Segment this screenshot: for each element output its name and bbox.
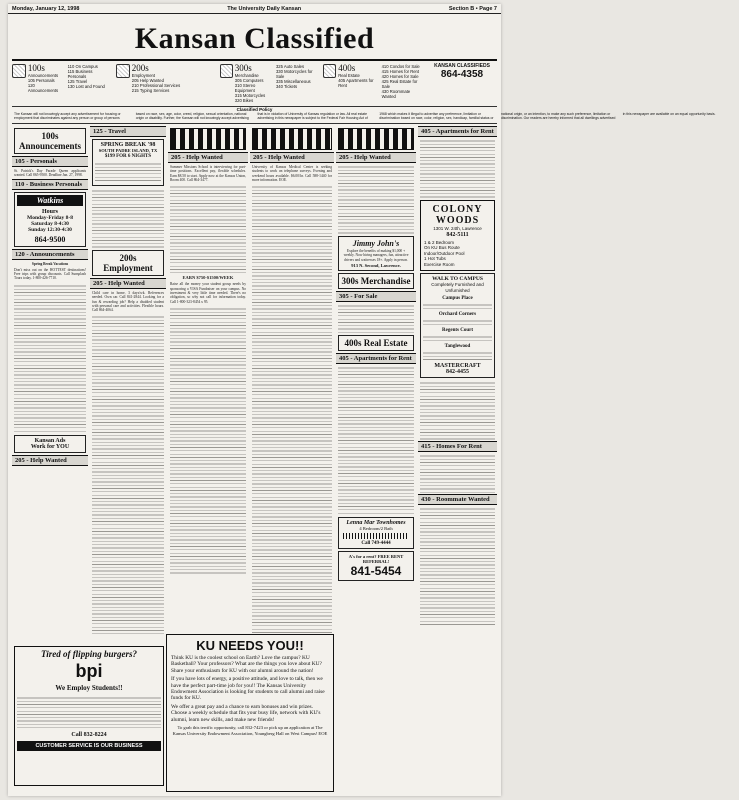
index-heading: 200s (131, 63, 149, 73)
classified-text-block (170, 184, 246, 274)
spring-break-price: $199 FOR 6 NIGHTS (104, 154, 152, 159)
watkins-hours-label: Hours (41, 208, 58, 215)
silhouette-banner (338, 128, 414, 150)
bpi-footer: CUSTOMER SERVICE IS OUR BUSINESS (17, 741, 161, 751)
lenna-mar-text: 4 Bedroom/2 Bath (359, 525, 393, 531)
rent-referral-ad (338, 551, 414, 581)
index-item: 315 Motorcycles (234, 93, 266, 98)
index-group-announcements (12, 64, 112, 104)
colony-woods-ad (420, 200, 495, 271)
index-heading: 300s (234, 63, 252, 73)
property-name: Regents Court (442, 328, 473, 333)
classified-text-block (252, 184, 332, 654)
index-item: 335 Miscellaneous (275, 79, 311, 84)
index-item: 425 Real Estate for Sale (381, 79, 418, 89)
walk-to-campus-sub: Completely Furnished and Unfurnished (431, 282, 484, 293)
index-item: 310 Stereo Equipment (234, 83, 256, 93)
ku-ad-contact: To grab this terrific opportunity, call 832-7423 or pick up an application at The Kansas University Endowment Association, Youngberg Hall on West Campus! EOE (172, 725, 328, 736)
index-item: 305 Computers (234, 78, 264, 83)
property-name: Orchard Corners (438, 312, 477, 317)
index-item: 120 Announcements (27, 83, 59, 93)
mastercraft-phone: 842-4455 (446, 369, 469, 375)
heading-help-wanted: 205 - Help Wanted (12, 455, 88, 466)
index-subheading: Real Estate (338, 73, 360, 78)
page-header (8, 4, 501, 14)
heading-help-wanted: 205 - Help Wanted (90, 278, 166, 289)
property-name: Campus Place (442, 296, 473, 301)
index-subheading: Merchandise (234, 73, 259, 78)
kansan-ads-box (14, 435, 86, 453)
spring-break-ad (92, 139, 164, 186)
bpi-phone: Call 832-8224 (71, 732, 107, 738)
help-wanted-ad: University of Kansas Medical Center is seeking students to work on telephone surveys. Evening and weekend hours available. $6.00/hr. Call 588-1440 for more information. EOE. (252, 165, 332, 182)
index-group-merchandise (220, 64, 320, 104)
rent-referral-text: A's for a rent? FREE RENT REFERRAL! (348, 553, 404, 564)
classified-index (12, 64, 497, 104)
index-item: 215 Typing Services (131, 88, 170, 93)
rent-referral-phone: 841-5454 (350, 563, 402, 578)
column-5 (336, 126, 416, 794)
classified-text-block (14, 283, 86, 433)
megaphone-icon (12, 64, 26, 78)
watkins-ad (14, 192, 86, 247)
index-item: 210 Professional Services (131, 83, 181, 88)
heading-travel: 125 - Travel (90, 126, 166, 137)
section-banner-merchandise: 300s Merchandise (338, 273, 414, 289)
ku-ad-paragraph: If you have lots of energy, a positive attitude, and love to talk, then we have the perfect part-time job for you!! The Kansas University Endowment Association is looking for students to call alumni and raise funds for KU. (171, 676, 325, 702)
bpi-subheadline: We Employ Students!! (55, 684, 123, 692)
index-item: 340 Tickets (275, 84, 298, 89)
help-wanted-ad: Summer Missions School is interviewing for part-time positions. Excellent pay, flexible schedules. Earn $8.50 to start. Apply now at the Kansas Union, Room 400. Call 864-3477. (170, 165, 246, 182)
index-item: 110 On Campus (67, 64, 98, 69)
classified-text-block (420, 138, 495, 198)
heading-personals: 105 - Personals (12, 156, 88, 167)
contact-box (427, 64, 497, 104)
contact-phone: 864-4358 (440, 69, 484, 80)
classified-text-block (338, 303, 414, 333)
ku-ad-title: KU NEEDS YOU!! (196, 638, 304, 653)
heading-apartments: 405 - Apartments for Rent (336, 353, 416, 364)
heading-apartments: 405 - Apartments for Rent (418, 126, 497, 137)
lenna-mar-phone: Call 749-4444 (361, 540, 391, 546)
policy-title: Classified Policy (236, 107, 273, 112)
index-item: 420 Homes for Sale (381, 74, 419, 79)
help-wanted-ad: Child care in home, 3 days/wk. References needed. Own car. Call 841-2844. Looking for a fun & rewarding job? Help a disabled student with personal care and activities. Flexible hours. Call 864-4064. (92, 291, 164, 313)
paper-name: The University Daily Kansan (227, 5, 302, 12)
page-title: Kansan Classified (134, 21, 375, 55)
newspaper-page (8, 4, 716, 796)
column-6 (418, 126, 497, 794)
index-item: 105 Personals (27, 78, 55, 83)
kansan-ads-sub: Work for YOU (30, 443, 70, 450)
watkins-hours: Saturday 8-4:30 (31, 220, 69, 227)
silhouette-banner (170, 128, 246, 150)
classified-text-block (420, 453, 495, 493)
jimmy-johns-text: Explore the benefits of making $1,000 + weekly. Now hiring managers, fun, attractive drivers and waitresses 18+. Apply in person. (343, 249, 409, 262)
index-group-real-estate (323, 64, 423, 104)
heading-help-wanted: 205 - Help Wanted (168, 152, 248, 163)
classified-policy (12, 106, 716, 124)
classified-text-block (92, 188, 164, 248)
announcement-title: Spring Break Vacations (31, 261, 69, 266)
issue-date: Monday, January 12, 1998 (12, 5, 80, 12)
ku-needs-you-ad (166, 634, 334, 792)
jimmy-johns-logo: Jimmy John's (352, 239, 400, 248)
masthead (12, 18, 497, 61)
section-label: Section B • Page 7 (448, 5, 497, 12)
classified-text-block (420, 380, 495, 440)
index-item: 430 Roommate Wanted (381, 89, 411, 99)
classified-text-block (420, 506, 495, 626)
bpi-headline: Tired of flipping burgers? (41, 649, 137, 659)
announcement-body: Don't miss out on the HOTTEST destinations! Free trips with group discounts. Call Sunsplash Tours today. 1-800-426-7710. (14, 267, 86, 281)
shopping-cart-icon (220, 64, 233, 78)
heading-announcements: 120 - Announcements (12, 249, 88, 260)
briefcase-icon (116, 64, 130, 78)
section-banner-real-estate: 400s Real Estate (338, 335, 414, 351)
walk-to-campus-title: WALK TO CAMPUS (432, 276, 483, 282)
jimmy-johns-ad (338, 236, 414, 271)
lenna-mar-title: Lenna Mar Townhomes (346, 519, 406, 526)
watkins-logo: Watkins (17, 195, 83, 206)
feature-item: On KU Bus Route (424, 245, 460, 250)
heading-for-sale: 305 - For Sale (336, 291, 416, 302)
spring-break-place: SOUTH PADRE ISLAND, TX (98, 148, 158, 153)
heading-homes-for-rent: 415 - Homes For Rent (418, 441, 497, 452)
ku-ad-paragraph: We offer a great pay and a chance to earn bonuses and win prizes. Choose a weekly schedule that fits your busy life, network with KU's alumni, learn new skills, and make new friends! (171, 703, 321, 723)
index-item: 115 Business Personals (67, 69, 93, 79)
index-heading: 100s (27, 63, 45, 73)
heading-business-personals: 110 - Business Personals (12, 179, 88, 190)
index-item: 205 Help Wanted (131, 78, 164, 83)
house-icon (323, 64, 336, 78)
classified-text-block (338, 164, 414, 234)
policy-body: The Kansan will not knowingly accept any advertisement for housing or employment that discriminates against any person or group of persons based on race, sex, age, color, creed, religion, sexual orientation, national origin or disability. Further, the Kansan will not knowingly accept advertising that is in violation of University of Kansas regulation or law. All real estate advertising in this newspaper is subject to the Federal Fair Housing Act of 1968 which makes it illegal to advertise any preference, limitation or discrimination based on race, color, religion, sex, handicap, familial status or national origin, or an intention, to make any such preference, limitation or discrimination. Our readers are hereby informed that all dwellings advertised in this newspaper are available on an equal opportunity basis. (14, 112, 716, 121)
index-group-employment (116, 64, 216, 104)
colony-woods-address: 1301 W. 24th, Lawrence (433, 226, 482, 231)
earn-headline: EARN $750-$1500/WEEK (182, 275, 234, 281)
index-item: 125 Travel (67, 79, 88, 84)
index-item: 410 Condos for Sale (381, 64, 420, 69)
classified-text-block (170, 306, 246, 576)
mastercraft-name: MASTERCRAFT (434, 363, 481, 369)
kansan-ads-label: Kansan Ads (34, 437, 66, 444)
watkins-hours: Sunday 12:30-4:30 (28, 226, 72, 233)
bpi-logo: bpi (75, 661, 103, 681)
index-item: 415 Homes for Rent (381, 69, 420, 74)
mastercraft-ad (420, 273, 495, 378)
feature-item: 1 & 2 Bedroom (424, 239, 455, 245)
heading-help-wanted: 205 - Help Wanted (250, 152, 334, 163)
index-item: 330 Motorcycles for Sale (275, 69, 313, 79)
feature-item: Exercise Room (424, 261, 455, 267)
index-item: 130 Lost and Found (67, 84, 105, 89)
feature-item: Indoor/Outdoor Pool (424, 250, 465, 256)
silhouette-banner (252, 128, 332, 150)
colony-woods-phone: 842-5111 (446, 231, 469, 238)
section-banner-announcements: 100s Announcements (14, 128, 86, 154)
heading-help-wanted: 205 - Help Wanted (336, 152, 416, 163)
spring-break-title: SPRING BREAK '98 (100, 142, 156, 148)
classified-text-block (338, 365, 414, 515)
earn-ad: Raise all the money your student group needs by sponsoring a VISA Fundraiser on your campus. No investment & very little time needed. There's no obligation, so why not call for information today. Call 1-800-323-8454 x 95. (170, 282, 246, 304)
heading-roommate-wanted: 430 - Roommate Wanted (418, 494, 497, 505)
classified-text-block (92, 314, 164, 634)
lenna-mar-ad (338, 517, 414, 549)
property-name: Tanglewood (444, 344, 471, 349)
index-subheading: Announcements (27, 73, 59, 78)
bpi-ad (12, 644, 166, 792)
watkins-hours: Monday-Friday 8-8 (27, 214, 73, 221)
jimmy-johns-address: 913 N. Second, Lawrence. (351, 262, 401, 268)
ku-ad-paragraph: Think KU is the coolest school on Earth? Love the campus? KU Basketball? Your professors? What are the things you love about KU? Share your enthusiasm for KU with our alumni around the nation! (171, 655, 322, 674)
index-heading: 400s (338, 63, 356, 73)
index-subheading: Employment (131, 73, 156, 78)
colony-woods-logo: COLONY WOODS (432, 204, 483, 226)
section-banner-employment: 200s Employment (92, 250, 164, 276)
contact-label: KANSAN CLASSIFIEDS (434, 63, 490, 69)
index-item: 325 Auto Sales (275, 64, 305, 69)
personal-ad: St. Patrick's Day Parade Queen applicants wanted. Call 865-9500. Deadline Jan. 27, 1998. (14, 169, 86, 178)
feature-item: 1 Hot Tubs (424, 256, 446, 261)
index-item: 405 Apartments for Rent (338, 78, 374, 88)
watkins-phone: 864-9500 (34, 234, 66, 244)
index-item: 320 Bikes (234, 98, 254, 103)
